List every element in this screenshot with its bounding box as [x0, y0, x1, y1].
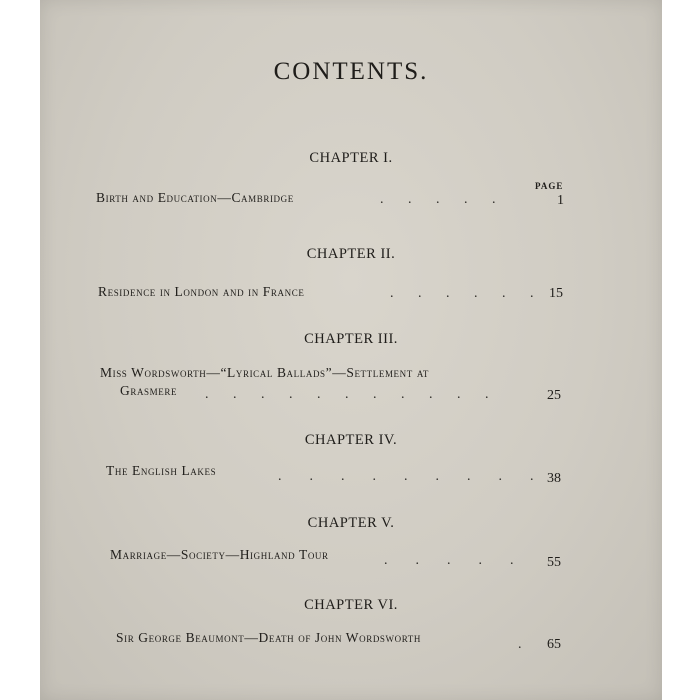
chapter-title: Marriage—Society—Highland Tour — [110, 547, 329, 562]
leader-dots: . . . . . — [384, 553, 514, 568]
leader-dots: . . . . . . . . . . . — [205, 387, 489, 402]
chapter-heading: CHAPTER IV. — [304, 432, 398, 448]
chapter-title: The English Lakes — [106, 463, 217, 478]
page-number: 1 — [557, 193, 564, 208]
page-number: 25 — [547, 388, 561, 403]
chapter-heading: CHAPTER V. — [307, 515, 395, 531]
page-number: 38 — [547, 471, 561, 486]
chapter-title: Birth and Education—Cambridge — [96, 190, 294, 205]
leader-dots: . . . . . . . . . — [278, 469, 534, 484]
chapter-heading: CHAPTER II. — [306, 246, 396, 262]
chapter-title: Sir George Beaumont—Death of John Wordsworth — [116, 630, 421, 645]
book-page — [40, 0, 662, 700]
chapter-title: Residence in London and in France — [98, 284, 305, 299]
chapter-heading: CHAPTER III. — [304, 331, 398, 347]
chapter-heading: CHAPTER I. — [309, 150, 393, 166]
leader-dots: . . . . . — [380, 192, 496, 207]
chapter-heading: CHAPTER VI. — [304, 597, 398, 613]
page-number: 65 — [547, 637, 561, 652]
leader-dots: . — [518, 637, 522, 652]
contents-title: CONTENTS. — [273, 58, 429, 85]
page-number: 55 — [547, 555, 561, 570]
chapter-title: Miss Wordsworth—“Lyrical Ballads”—Settlement at — [100, 365, 430, 380]
page-column-header: PAGE — [535, 181, 564, 191]
leader-dots: . . . . . . — [390, 286, 534, 301]
chapter-title-continued: Grasmere — [120, 383, 178, 398]
page-number: 15 — [549, 286, 563, 301]
